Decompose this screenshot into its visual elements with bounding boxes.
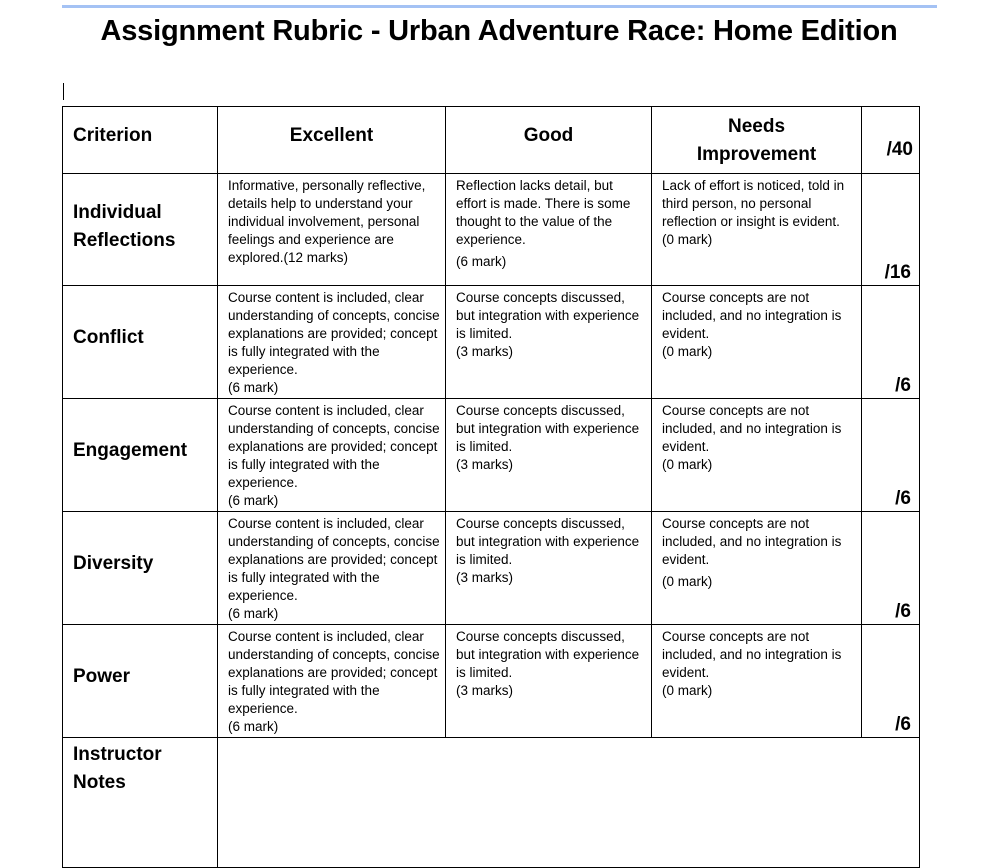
- good-cell[interactable]: [446, 512, 652, 625]
- notes-label-line2: Notes: [73, 772, 126, 793]
- excellent-description: Course content is included, clear understanding of concepts, concise explanations are provided; concept is fully integrated with the experience.: [228, 290, 440, 377]
- table-row: [63, 174, 920, 286]
- excellent-description: Course content is included, clear understanding of concepts, concise explanations are provided; concept is fully integrated with the experience.: [228, 516, 440, 603]
- criterion-label-line1: Individual: [73, 202, 162, 223]
- points-cell[interactable]: /6: [862, 625, 920, 738]
- needs-marks: (0 mark): [662, 457, 713, 472]
- needs-marks: (0 mark): [662, 683, 713, 698]
- text-cursor: [63, 83, 64, 100]
- points-cell[interactable]: /6: [862, 286, 920, 399]
- excellent-marks: (6 mark): [228, 493, 279, 508]
- good-cell[interactable]: [446, 174, 652, 286]
- excellent-description: Informative, personally reflective, details help to understand your individual involvement, personal feelings and experience are explored.(12 marks): [228, 178, 426, 265]
- header-good[interactable]: Good: [446, 107, 652, 174]
- criterion-cell[interactable]: Conflict: [63, 286, 218, 399]
- table-row: [63, 512, 920, 625]
- needs-description: Course concepts are not included, and no integration is evident.: [662, 629, 842, 680]
- header-needs-line1: Needs: [727, 116, 786, 137]
- header-excellent[interactable]: Excellent: [218, 107, 446, 174]
- needs-marks: (0 mark): [662, 574, 713, 589]
- excellent-description: Course content is included, clear understanding of concepts, concise explanations are provided; concept is fully integrated with the experience.: [228, 403, 440, 490]
- criterion-cell[interactable]: Engagement: [63, 399, 218, 512]
- needs-cell[interactable]: [652, 399, 862, 512]
- notes-label-line1: Instructor: [73, 744, 162, 765]
- good-description: Course concepts discussed, but integration with experience is limited.: [456, 516, 640, 567]
- good-cell[interactable]: [446, 399, 652, 512]
- excellent-marks: (6 mark): [228, 606, 279, 621]
- table-row: [63, 399, 920, 512]
- criterion-cell[interactable]: [63, 174, 218, 286]
- header-needs-improvement[interactable]: [652, 107, 862, 174]
- points-cell[interactable]: /16: [862, 174, 920, 286]
- excellent-cell[interactable]: [218, 399, 446, 512]
- good-description: Reflection lacks detail, but effort is made. There is some thought to the value of the experience.: [456, 178, 631, 247]
- good-cell[interactable]: [446, 625, 652, 738]
- excellent-cell[interactable]: [218, 174, 446, 286]
- criterion-label-line2: Reflections: [73, 230, 176, 251]
- notes-row: [63, 738, 920, 868]
- good-description: Course concepts discussed, but integration with experience is limited.: [456, 403, 640, 454]
- excellent-description: Course content is included, clear understanding of concepts, concise explanations are provided; concept is fully integrated with the experience.: [228, 629, 440, 716]
- needs-description: Lack of effort is noticed, told in third person, no personal reflection or insight is evident.: [662, 178, 845, 229]
- needs-cell[interactable]: [652, 512, 862, 625]
- excellent-marks: (6 mark): [228, 380, 279, 395]
- header-divider: [62, 5, 937, 8]
- needs-marks: (0 mark): [662, 344, 713, 359]
- needs-cell[interactable]: [652, 286, 862, 399]
- criterion-cell[interactable]: Power: [63, 625, 218, 738]
- excellent-cell[interactable]: [218, 286, 446, 399]
- good-marks: (3 marks): [456, 457, 513, 472]
- needs-marks: (0 mark): [662, 232, 713, 247]
- good-marks: (3 marks): [456, 344, 513, 359]
- header-criterion[interactable]: Criterion: [63, 107, 218, 174]
- good-description: Course concepts discussed, but integration with experience is limited.: [456, 290, 640, 341]
- rubric-table: [62, 106, 920, 868]
- good-marks: (3 marks): [456, 570, 513, 585]
- needs-description: Course concepts are not included, and no integration is evident.: [662, 403, 842, 454]
- criterion-cell[interactable]: Diversity: [63, 512, 218, 625]
- good-description: Course concepts discussed, but integration with experience is limited.: [456, 629, 640, 680]
- excellent-cell[interactable]: [218, 512, 446, 625]
- needs-description: Course concepts are not included, and no integration is evident.: [662, 290, 842, 341]
- table-row: [63, 286, 920, 399]
- good-marks: (3 marks): [456, 683, 513, 698]
- points-cell[interactable]: /6: [862, 399, 920, 512]
- header-needs-line2: Improvement: [696, 144, 817, 165]
- excellent-marks: (6 mark): [228, 719, 279, 734]
- header-row: [63, 107, 920, 174]
- header-total[interactable]: /40: [862, 107, 920, 174]
- table-row: [63, 625, 920, 738]
- document-title[interactable]: Assignment Rubric - Urban Adventure Race: Home Edition: [100, 15, 898, 47]
- needs-cell[interactable]: [652, 174, 862, 286]
- needs-description: Course concepts are not included, and no integration is evident.: [662, 516, 842, 567]
- instructor-notes-field[interactable]: [218, 738, 920, 868]
- notes-label-cell[interactable]: [63, 738, 218, 868]
- points-cell[interactable]: /6: [862, 512, 920, 625]
- good-marks: (6 mark): [456, 254, 507, 269]
- good-cell[interactable]: [446, 286, 652, 399]
- excellent-cell[interactable]: [218, 625, 446, 738]
- needs-cell[interactable]: [652, 625, 862, 738]
